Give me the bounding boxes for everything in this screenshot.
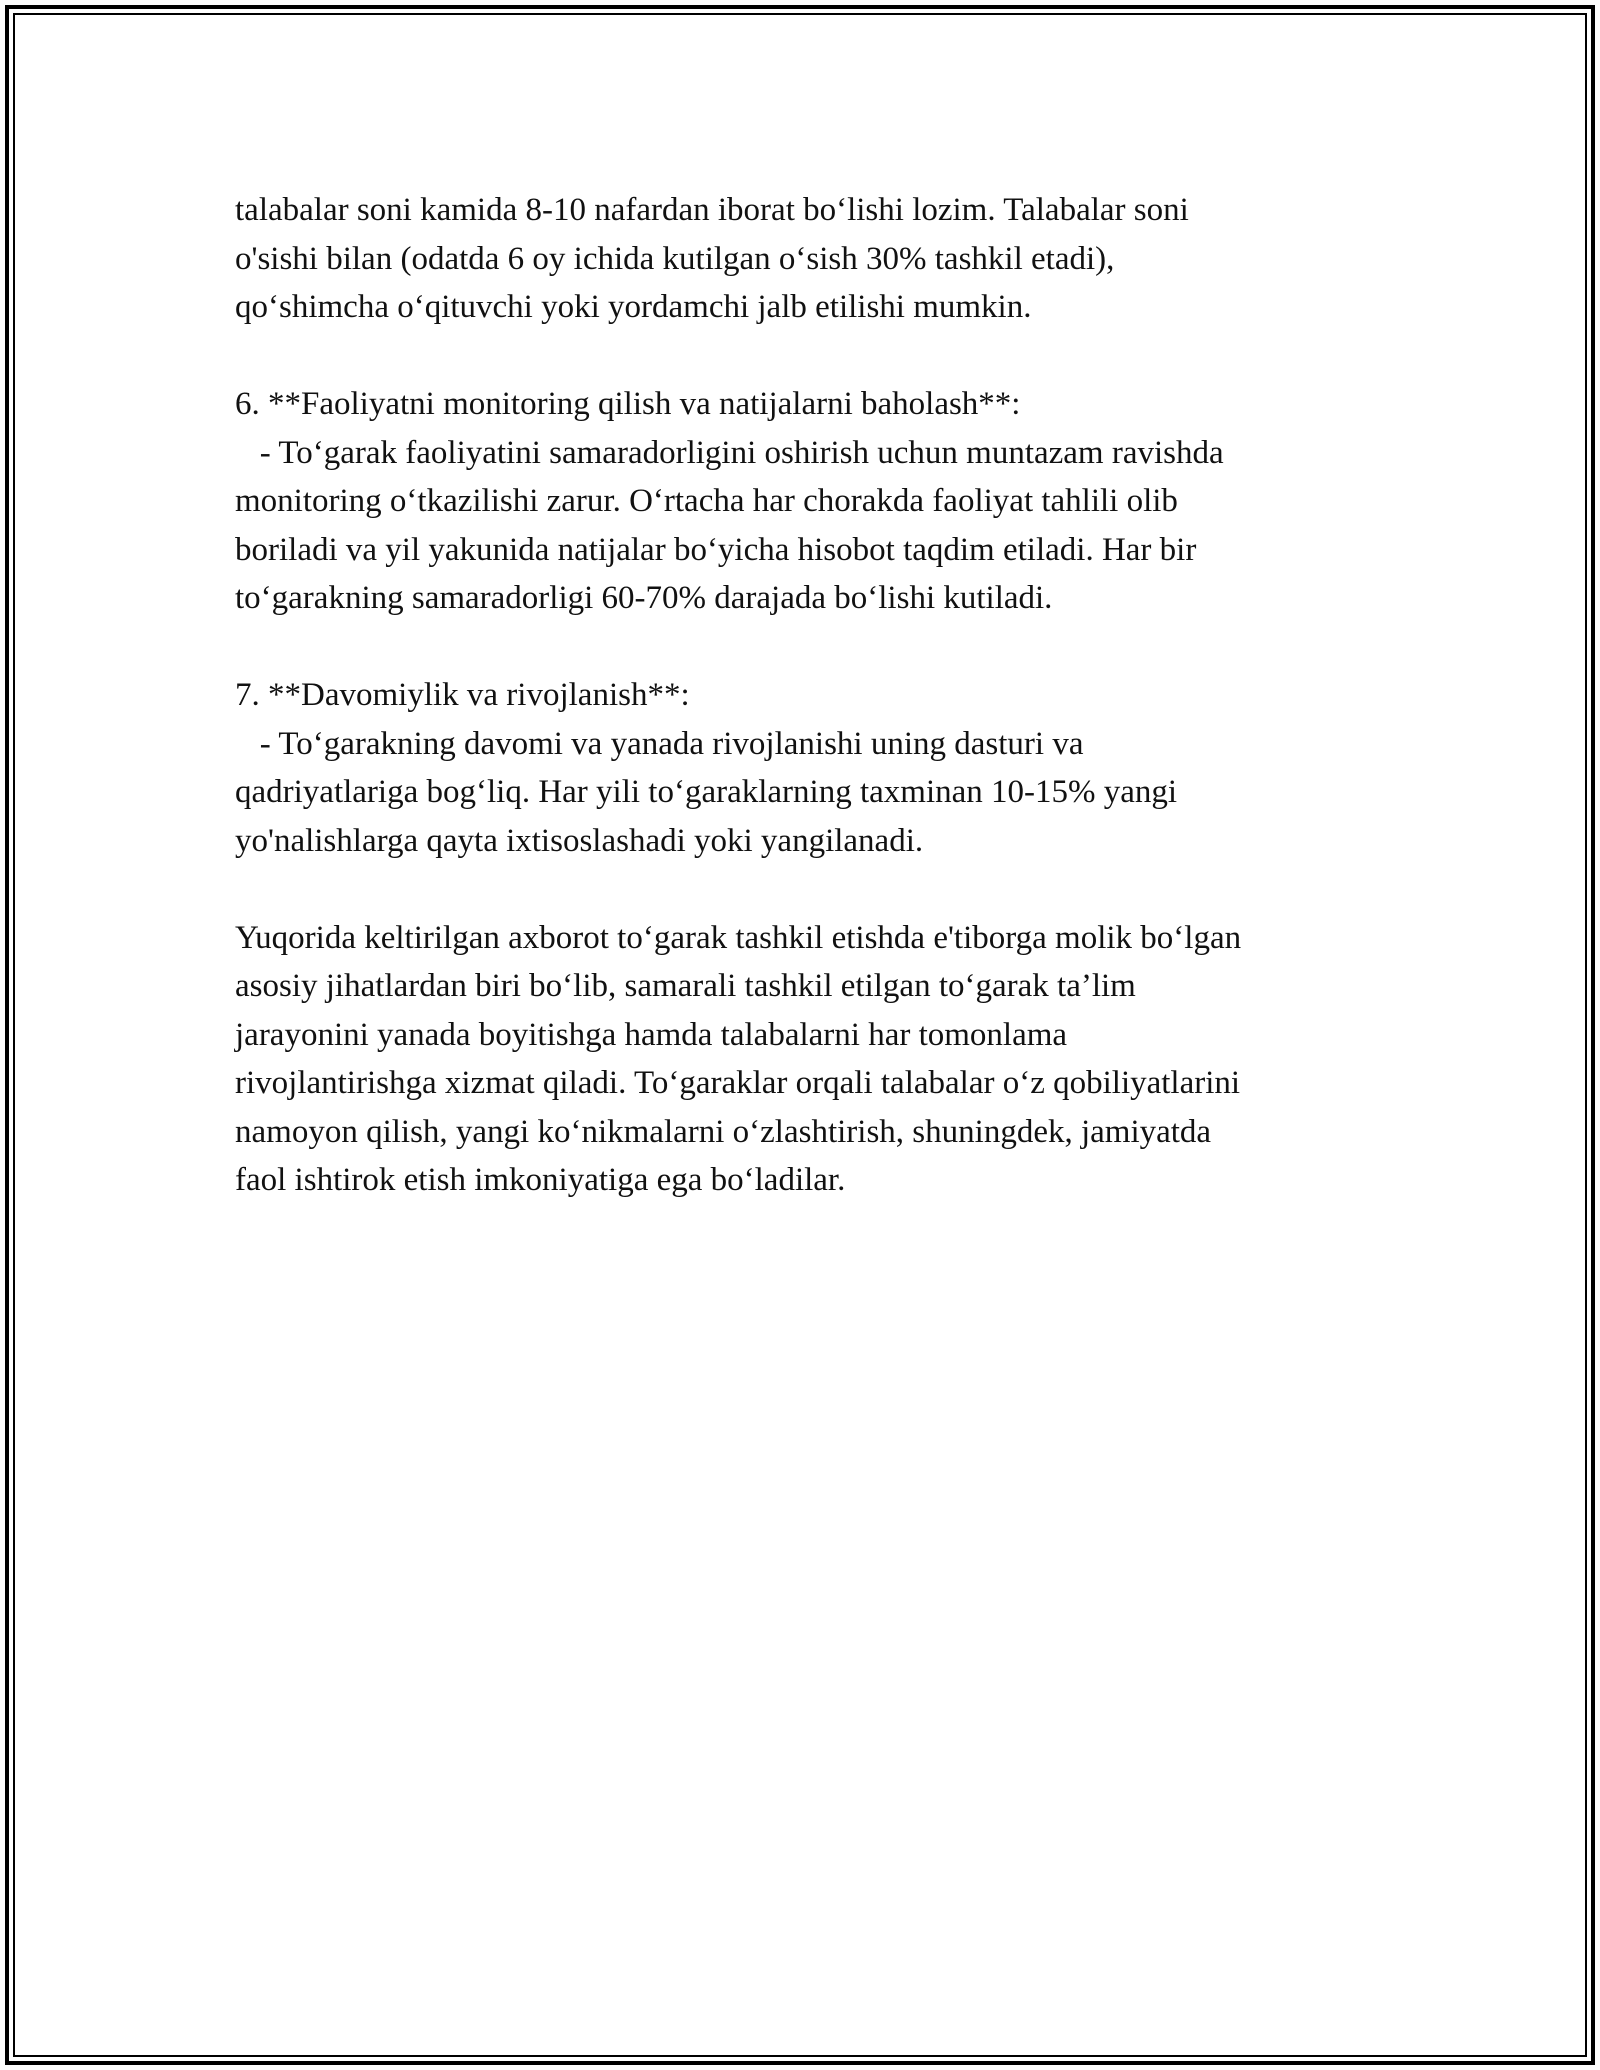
text-line: faol ishtirok etish imkoniyatiga ega bo‘ladilar. xyxy=(235,1162,846,1198)
section-heading: 6. **Faoliyatni monitoring qilish va natijalarni baholash**: xyxy=(235,386,1021,422)
text-line: namoyon qilish, yangi ko‘nikmalarni o‘zlashtirish, shuningdek, jamiyatda xyxy=(235,1113,1212,1150)
text-line: - To‘garakning davomi va yanada rivojlanishi uning dasturi va xyxy=(235,725,1084,762)
paragraph-gap xyxy=(235,623,1385,672)
paragraph-2 xyxy=(235,380,1385,623)
text-line: boriladi va yil yakunida natijalar bo‘yicha hisobot taqdim etiladi. Har bir xyxy=(235,531,1197,568)
text-line: talabalar soni kamida 8-10 nafardan iborat bo‘lishi lozim. Talabalar soni xyxy=(235,192,1189,228)
text-line: asosiy jihatlardan biri bo‘lib, samarali tashkil etilgan to‘garak ta’lim xyxy=(235,968,1136,1004)
document-body xyxy=(235,186,1385,1205)
text-line: to‘garakning samaradorligi 60-70% darajada bo‘lishi kutiladi. xyxy=(235,580,1053,616)
text-line: jarayonini yanada boyitishga hamda talabalarni har tomonlama xyxy=(235,1016,1068,1053)
text-line: Yuqorida keltirilgan axborot to‘garak tashkil etishda e'tiborga molik bo‘lgan xyxy=(235,919,1242,956)
text-line: qo‘shimcha o‘qituvchi yoki yordamchi jalb etilishi mumkin. xyxy=(235,289,1032,325)
text-line: rivojlantirishga xizmat qiladi. To‘garaklar orqali talabalar o‘z qobiliyatlarini xyxy=(235,1065,1241,1101)
text-line: - To‘garak faoliyatini samaradorligini oshirish uchun muntazam ravishda xyxy=(235,434,1224,471)
paragraph-gap xyxy=(235,332,1385,381)
paragraph-1 xyxy=(235,186,1385,332)
paragraph-gap xyxy=(235,865,1385,914)
paragraph-4 xyxy=(235,914,1385,1205)
text-line: qadriyatlariga bog‘liq. Har yili to‘garaklarning taxminan 10-15% yangi xyxy=(235,774,1178,810)
paragraph-3 xyxy=(235,671,1385,865)
text-line: yo'nalishlarga qayta ixtisoslashadi yoki yangilanadi. xyxy=(235,822,924,859)
section-heading: 7. **Davomiylik va rivojlanish**: xyxy=(235,677,690,713)
text-line: o'sishi bilan (odatda 6 oy ichida kutilgan o‘sish 30% tashkil etadi), xyxy=(235,240,1115,277)
text-line: monitoring o‘tkazilishi zarur. O‘rtacha har chorakda faoliyat tahlili olib xyxy=(235,483,1178,519)
